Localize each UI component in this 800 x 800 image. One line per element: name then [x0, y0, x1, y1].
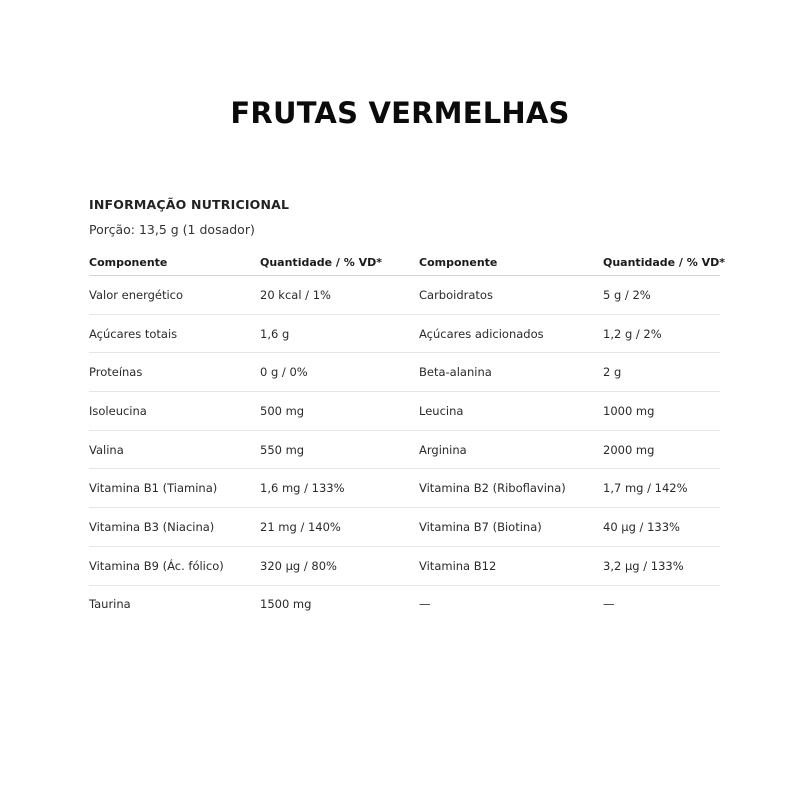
component-name: Arginina [419, 442, 467, 457]
component-quantity: 3,2 µg / 133% [603, 558, 684, 573]
component-name: Taurina [89, 597, 131, 612]
component-name: Vitamina B1 (Tiamina) [89, 481, 218, 496]
table-row [89, 431, 720, 470]
component-name: Vitamina B9 (Ác. fólico) [89, 558, 224, 573]
component-quantity: 21 mg / 140% [260, 519, 341, 534]
header-quantity-2: Quantidade / % VD* [603, 255, 726, 269]
component-name: Leucina [419, 403, 464, 418]
component-name: Vitamina B2 (Riboflavina) [419, 481, 566, 496]
component-name: Vitamina B3 (Niacina) [89, 519, 215, 534]
component-name: Valina [89, 442, 124, 457]
table-row [89, 586, 720, 624]
portion-info: Porção: 13,5 g (1 dosador) [89, 222, 255, 237]
component-quantity: 1500 mg [260, 597, 312, 612]
component-quantity: 1,6 g [260, 326, 290, 341]
component-name: Isoleucina [89, 403, 147, 418]
component-quantity: 1,2 g / 2% [603, 326, 662, 341]
component-quantity: 2 g [603, 365, 622, 380]
component-name: Vitamina B12 [419, 558, 497, 573]
component-quantity: 500 mg [260, 403, 305, 418]
component-quantity: 1,6 mg / 133% [260, 481, 345, 496]
page-title: FRUTAS VERMELHAS [230, 96, 570, 130]
component-quantity: 0 g / 0% [260, 365, 308, 380]
component-name: — [419, 597, 431, 612]
component-quantity: 40 µg / 133% [603, 519, 680, 534]
table-row [89, 353, 720, 392]
table-row [89, 469, 720, 508]
component-quantity: 20 kcal / 1% [260, 287, 331, 302]
table-row [89, 547, 720, 586]
component-name: Carboidratos [419, 287, 493, 302]
component-quantity: 2000 mg [603, 442, 655, 457]
component-quantity: 550 mg [260, 442, 305, 457]
header-quantity-1: Quantidade / % VD* [260, 255, 383, 269]
component-name: Açúcares totais [89, 326, 178, 341]
nutrition-table [89, 249, 726, 623]
table-row [89, 315, 720, 354]
component-quantity: 1000 mg [603, 403, 655, 418]
table-row [89, 392, 720, 431]
component-name: Açúcares adicionados [419, 326, 544, 341]
component-quantity: 1,7 mg / 142% [603, 481, 688, 496]
component-quantity: 320 µg / 80% [260, 558, 337, 573]
component-name: Vitamina B7 (Biotina) [419, 519, 542, 534]
table-row [89, 508, 720, 547]
table-row [89, 276, 720, 315]
component-quantity: — [603, 597, 615, 612]
section-title: INFORMAÇÃO NUTRICIONAL [89, 197, 290, 212]
table-header [89, 249, 726, 276]
component-name: Proteínas [89, 365, 143, 380]
component-name: Beta-alanina [419, 365, 492, 380]
header-component-1: Componente [89, 255, 168, 269]
component-name: Valor energético [89, 287, 184, 302]
header-component-2: Componente [419, 255, 498, 269]
component-quantity: 5 g / 2% [603, 287, 651, 302]
